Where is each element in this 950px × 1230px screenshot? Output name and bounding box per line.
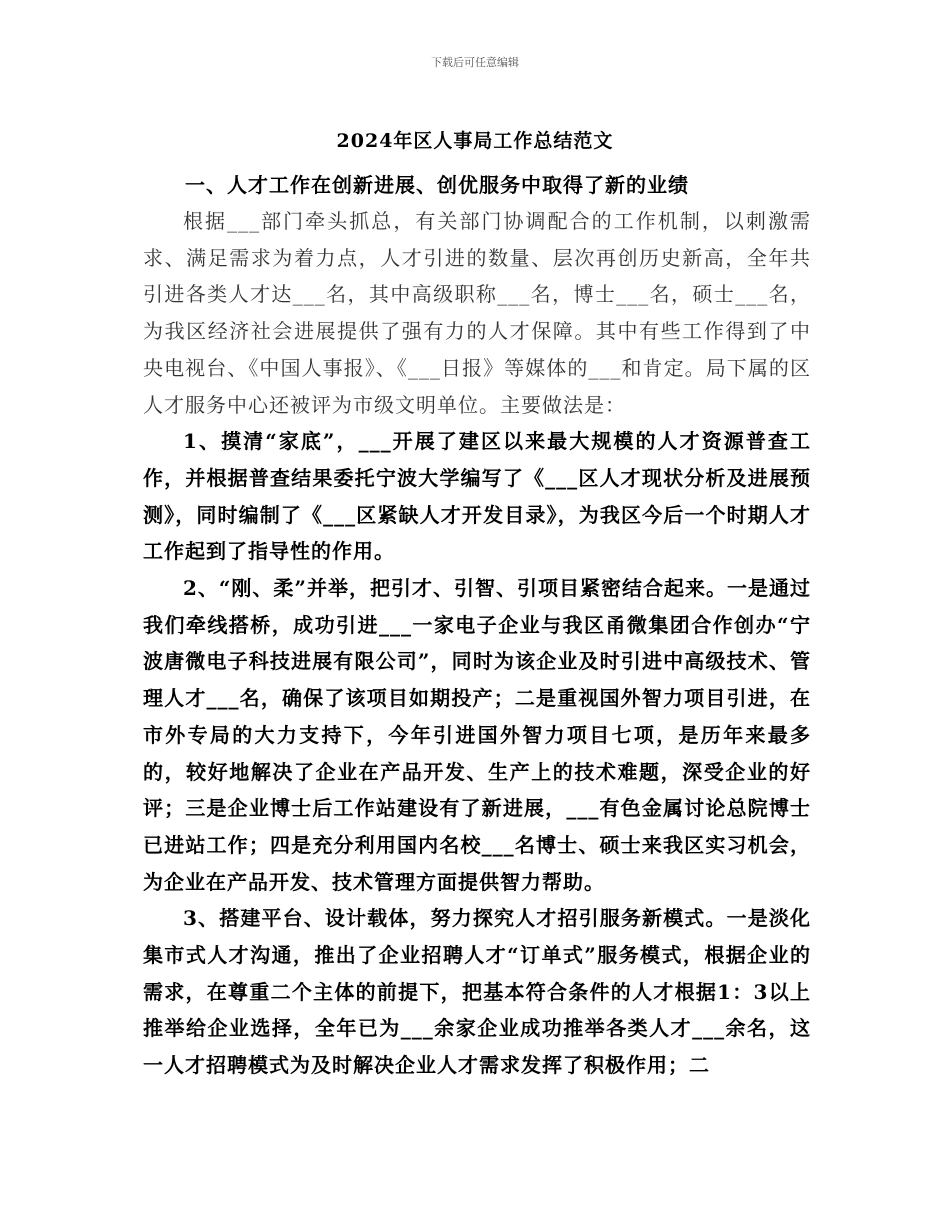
paragraph-item-2: 2、“刚、柔”并举，把引才、引智、引项目紧密结合起来。一是通过我们牵线搭桥，成功引进___一家电子企业与我区甬微集团合作创办“宁波唐微电子科技进展有限公司”，同时为该企业及时引进中高级技术、管理人才___名，确保了该项目如期投产；二是重视国外智力项目引进，在市外专局的大力支持下，今年引进国外智力项目七项，是历年来最多的，较好地解决了企业在产品开发、生产上的技术难题，深受企业的好评；三是企业博士后工作站建设有了新进展，___有色金属讨论总院博士已进站工作；四是充分利用国内名校___名博士、硕士来我区实习机会，为企业在产品开发、技术管理方面提供智力帮助。 <box>143 576 811 894</box>
section-heading: 一、人才工作在创新进展、创优服务中取得了新的业绩 <box>185 173 689 197</box>
paragraph-item-3: 3、搭建平台、设计载体，努力探究人才招引服务新模式。一是淡化集市式人才沟通，推出了企业招聘人才“订单式”服务模式，根据企业的需求，在尊重二个主体的前提下，把基本符合条件的人才根据1：3以上推举给企业选择，全年已为___余家企业成功推举各类人才___余名，这一人才招聘模式为及时解决企业人才需求发挥了积极作用；二 <box>143 906 811 1078</box>
header-note: 下载后可任意编辑 <box>431 56 519 69</box>
paragraph-item-1: 1、摸清“家底”，___开展了建区以来最大规模的人才资源普查工作，并根据普查结果委托宁波大学编写了《___区人才现状分析及进展预测》，同时编制了《___区紧缺人才开发目录》，为我区今后一个时期人才工作起到了指导性的作用。 <box>143 429 811 564</box>
paragraph-intro: 根据___部门牵头抓总，有关部门协调配合的工作机制，以刺激需求、满足需求为着力点，人才引进的数量、层次再创历史新高，全年共引进各类人才达___名，其中高级职称___名，博士___名，硕士___名，为我区经济社会进展提供了强有力的人才保障。其中有些工作得到了中央电视台、《中国人事报》、《___日报》等媒体的___和肯定。局下属的区人才服务中心还被评为市级文明单位。主要做法是： <box>143 209 811 417</box>
document-body <box>143 167 811 1084</box>
document-title: 2024年区人事局工作总结范文 <box>336 130 614 152</box>
